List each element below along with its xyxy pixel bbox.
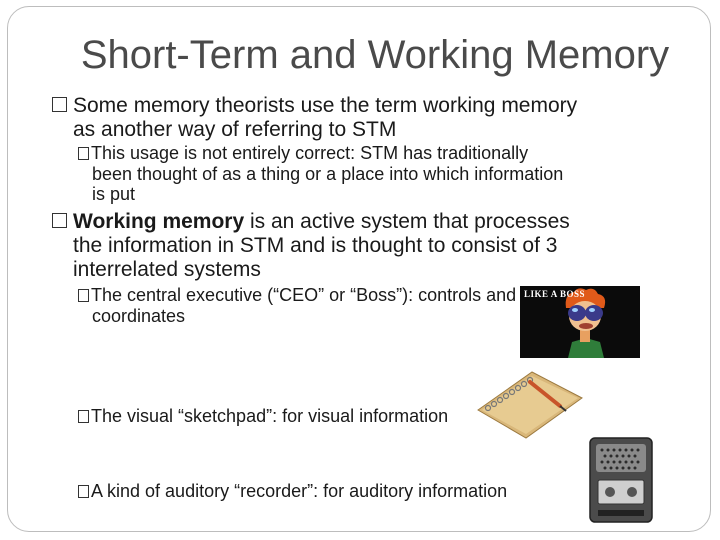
bullet-2-line-3: interrelated systems bbox=[73, 258, 261, 281]
checkbox-bullet-icon bbox=[78, 485, 89, 498]
image-caption: LIKE A BOSS bbox=[524, 289, 586, 299]
sub-bullet-2-1-line-1: The central executive (“CEO” or “Boss”): controls and bbox=[78, 285, 516, 306]
checkbox-bullet-icon bbox=[78, 410, 89, 423]
notebook-icon bbox=[474, 364, 584, 442]
bullet-1-line-2: as another way of referring to STM bbox=[73, 118, 397, 141]
like-a-boss-image bbox=[520, 286, 640, 358]
checkbox-bullet-icon bbox=[52, 97, 67, 112]
sub-bullet-2-3 bbox=[78, 481, 507, 502]
checkbox-bullet-icon bbox=[78, 289, 89, 302]
sub-bullet-2-1 bbox=[78, 285, 516, 327]
sub-bullet-2-2 bbox=[78, 406, 448, 427]
bullet-2 bbox=[52, 210, 570, 282]
sub-bullet-2-3-line-1: A kind of auditory “recorder”: for auditory information bbox=[78, 481, 507, 502]
sub-bullet-1-1 bbox=[78, 143, 563, 203]
sub-bullet-1-1-line-3: is put bbox=[92, 184, 136, 204]
checkbox-bullet-icon bbox=[78, 147, 89, 160]
sub-bullet-1-1-line-1: This usage is not entirely correct: STM has traditionally bbox=[78, 143, 563, 164]
bullet-2-line-1: Working memory is an active system that processes bbox=[73, 210, 570, 233]
sub-bullet-2-2-line-1: The visual “sketchpad”: for visual information bbox=[78, 406, 448, 427]
bullet-1-line-1: Some memory theorists use the term working memory bbox=[73, 94, 578, 117]
bullet-1 bbox=[52, 94, 577, 142]
recorder-image bbox=[584, 434, 662, 526]
bullet-2-bold-term: Working memory bbox=[73, 210, 245, 233]
slide-title: Short-Term and Working Memory bbox=[80, 33, 670, 77]
sketchpad-image bbox=[474, 364, 584, 442]
sub-bullet-1-1-line-2: been thought of as a thing or a place into which information bbox=[92, 164, 564, 184]
checkbox-bullet-icon bbox=[52, 213, 67, 228]
sub-bullet-2-1-line-2: coordinates bbox=[92, 306, 186, 326]
cassette-recorder-icon bbox=[584, 434, 662, 526]
bullet-2-line-2: the information in STM and is thought to consist of 3 bbox=[73, 234, 558, 257]
